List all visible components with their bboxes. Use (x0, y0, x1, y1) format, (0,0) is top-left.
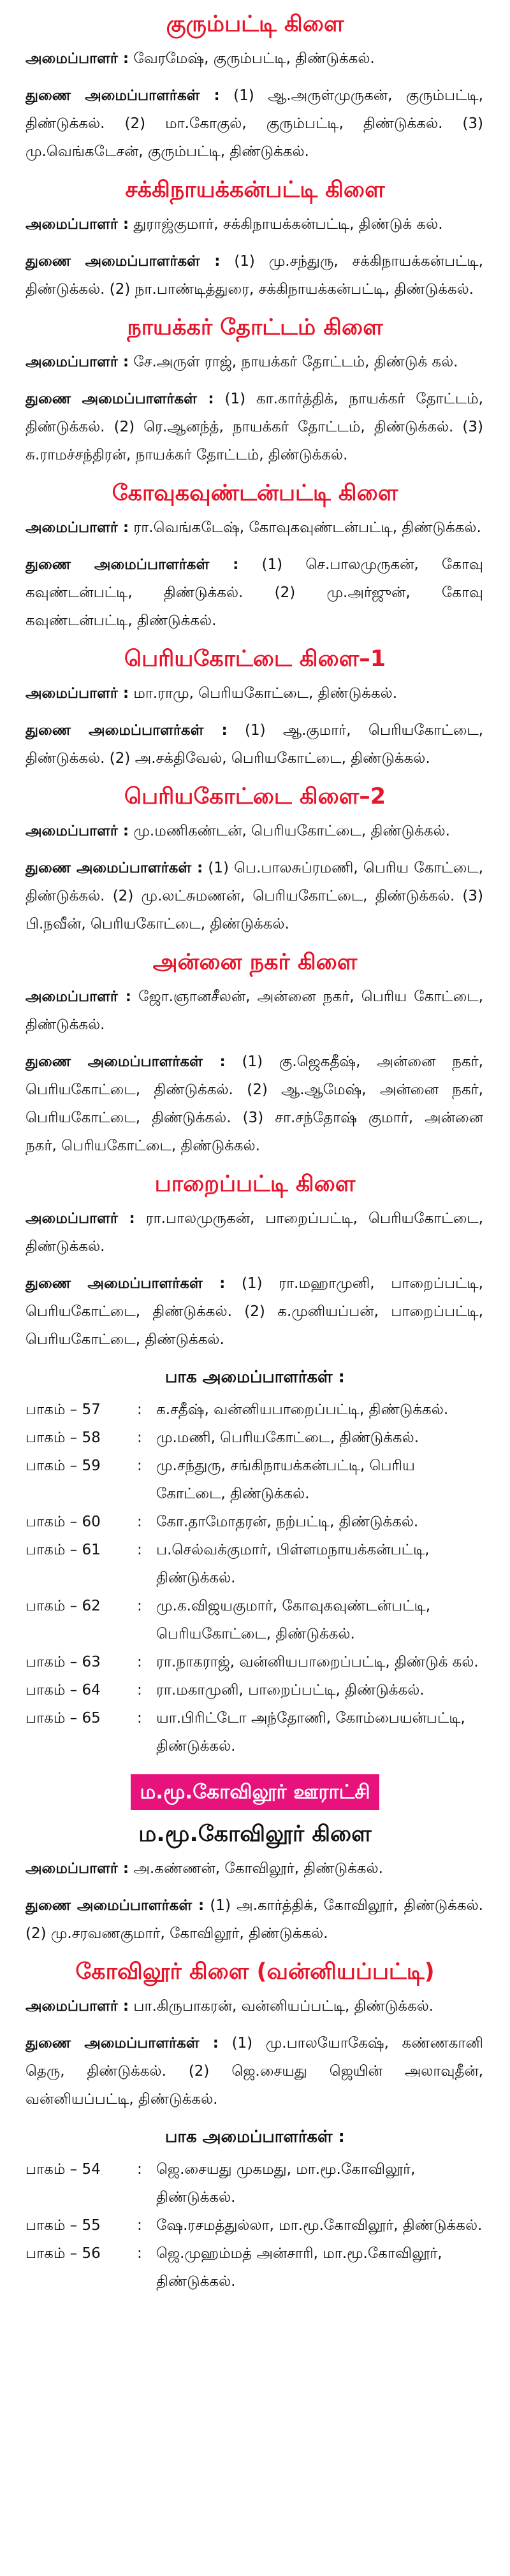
branch-sections-group-2 (0, 1819, 510, 2113)
branch-title: சக்கிநாயக்கன்பட்டி கிளை (125, 177, 385, 203)
branch-section-2 (0, 1957, 510, 2113)
organizer-text: அ.கண்ணன், கோவிலூர், திண்டுக்கல். (129, 1860, 383, 1877)
booth-organizer-text: ரா.நாகராஜ், வன்னியபாறைப்பட்டி, திண்டுக் கல். (156, 1654, 479, 1670)
booth-organizer-text: ஜெ.சையது முகமது, மா.மூ.கோவிலூர், திண்டுக்கல். (156, 2161, 416, 2206)
branch-title: ம.மூ.கோவிலூர் கிளை (138, 1821, 372, 1847)
booth-organizer-text: கோ.தாமோதரன், நற்பட்டி, திண்டுக்கல். (156, 1514, 419, 1530)
banner-wrap (0, 1774, 510, 1810)
booth-row (0, 1648, 510, 1676)
deputy-organizers-label: துணை அமைப்பாளர்கள் : (26, 860, 203, 876)
deputy-organizers-paragraph (0, 2029, 510, 2113)
deputy-organizers-paragraph (0, 1270, 510, 1354)
branch-title: பெரியகோட்டை கிளை–1 (124, 646, 386, 672)
booth-number: பாகம் – 58 (26, 1429, 101, 1446)
booth-number: பாகம் – 62 (26, 1598, 101, 1614)
organizer-paragraph (0, 514, 510, 542)
booth-number: பாகம் – 55 (26, 2217, 101, 2234)
panchayat-banner: ம.மூ.கோவிலூர் ஊராட்சி (131, 1774, 379, 1810)
deputy-organizers-paragraph (0, 551, 510, 635)
branch-section-4 (0, 478, 510, 635)
booth-organizers-heading-2: பாக அமைப்பாளர்கள் : (165, 2127, 345, 2146)
booth-separator: : (137, 1429, 142, 1446)
deputy-organizers-text: (1) கா.கார்த்திக், நாயக்கர் தோட்டம், திண்டுக்கல். (2) ரெ.ஆனந்த், நாயக்கர் தோட்டம், திண்டுக்கல். (3) சு.ராமச்சந்திரன், நாயக்கர் தோட்டம், திண்டுக்கல். (26, 391, 483, 463)
booth-separator: : (137, 2245, 142, 2262)
organizer-text: மு.மணிகண்டன், பெரியகோட்டை, திண்டுக்கல். (129, 823, 450, 839)
branch-section-2 (0, 175, 510, 303)
deputy-organizers-paragraph (0, 1048, 510, 1160)
organizer-text: சே.அருள் ராஜ், நாயக்கர் தோட்டம், திண்டுக் கல். (129, 354, 458, 370)
organizer-text: ஜோ.ஞானசீலன், அன்னை நகர், பெரிய கோட்டை, திண்டுக்கல். (26, 988, 483, 1033)
booth-row (0, 1676, 510, 1704)
organizer-label: அமைப்பாளர் : (26, 823, 129, 839)
organizer-label: அமைப்பாளர் : (26, 216, 129, 233)
deputy-organizers-label: துணை அமைப்பாளர்கள் : (26, 722, 228, 739)
deputy-organizers-text: (1) ஆ.அருள்முருகன், குரும்பட்டி, திண்டுக்கல். (2) மா.கோகுல், குரும்பட்டி, திண்டுக்கல். (3) மு.வெங்கடேசன், குரும்பட்டி, திண்டுக்கல். (26, 87, 483, 160)
branch-title: பெரியகோட்டை கிளை–2 (124, 784, 386, 809)
branch-section-6 (0, 781, 510, 938)
branch-sections-group-1 (0, 9, 510, 1354)
organizer-label: அமைப்பாளர் : (26, 50, 129, 67)
booth-number: பாகம் – 54 (26, 2161, 101, 2178)
booth-separator: : (137, 1458, 142, 1474)
booth-organizer-text: ஷே.ரசமத்துல்லா, மா.மூ.கோவிலூர், திண்டுக்கல். (156, 2217, 483, 2234)
deputy-organizers-label: துணை அமைப்பாளர்கள் : (26, 87, 220, 104)
booth-row (0, 1396, 510, 1424)
branch-section-1 (0, 1819, 510, 1948)
deputy-organizers-paragraph (0, 247, 510, 303)
booth-organizer-text: யா.பிரிட்டோ அந்தோணி, கோம்பையன்பட்டி, திண்டுக்கல். (156, 1710, 465, 1755)
organizer-text: ரா.பாலமுருகன், பாறைப்பட்டி, பெரியகோட்டை, திண்டுக்கல். (26, 1210, 483, 1255)
organizer-paragraph (0, 817, 510, 845)
branch-section-1 (0, 9, 510, 166)
booth-row (0, 1508, 510, 1536)
deputy-organizers-text: (1) ரா.மஹாமுனி, பாறைப்பட்டி, பெரியகோட்டை, திண்டுக்கல். (2) க.முனியப்பன், பாறைப்பட்டி, பெரியகோட்டை, திண்டுக்கல். (26, 1275, 483, 1348)
branch-title: கோவுகவுண்டன்பட்டி கிளை (112, 481, 398, 506)
deputy-organizers-text: (1) அ.கார்த்திக், கோவிலூர், திண்டுக்கல். (2) மு.சரவணகுமார், கோவிலூர், திண்டுக்கல். (26, 1897, 483, 1942)
organizer-text: துராஜ்குமார், சக்கிநாயக்கன்பட்டி, திண்டுக் கல். (129, 216, 443, 233)
organizer-paragraph (0, 983, 510, 1039)
booth-organizer-text: மு.மணி, பெரியகோட்டை, திண்டுக்கல். (156, 1429, 419, 1446)
deputy-organizers-label: துணை அமைப்பாளர்கள் : (26, 1053, 226, 1070)
organizer-label: அமைப்பாளர் : (26, 1210, 135, 1227)
branch-title: கோவிலூர் கிளை (வன்னியப்பட்டி) (75, 1959, 435, 1985)
booth-organizers-list-2 (0, 2155, 510, 2296)
organizer-text: ரா.வெங்கடேஷ், கோவுகவுண்டன்பட்டி, திண்டுக்கல். (129, 519, 481, 536)
booth-separator: : (137, 1514, 142, 1530)
booth-organizers-list (0, 1396, 510, 1760)
booth-separator: : (137, 1710, 142, 1726)
booth-row (0, 1452, 510, 1508)
organizer-label: அமைப்பாளர் : (26, 519, 129, 536)
booth-separator: : (137, 1598, 142, 1614)
deputy-organizers-paragraph (0, 82, 510, 166)
deputy-organizers-text: (1) ஆ.குமார், பெரியகோட்டை, திண்டுக்கல். (2) அ.சக்திவேல், பெரியகோட்டை, திண்டுக்கல். (26, 722, 483, 767)
deputy-organizers-text: (1) கு.ஜெகதீஷ், அன்னை நகர், பெரியகோட்டை, திண்டுக்கல். (2) ஆ.ஆமேஷ், அன்னை நகர், பெரியகோட்டை, திண்டுக்கல். (3) சா.சந்தோஷ் குமார், அன்னை நகர், பெரியகோட்டை, திண்டுக்கல். (26, 1053, 483, 1154)
booth-number: பாகம் – 60 (26, 1514, 101, 1530)
branch-title: அன்னை நகர் கிளை (152, 950, 358, 975)
booth-row (0, 2240, 510, 2296)
branch-title: நாயக்கர் தோட்டம் கிளை (127, 315, 383, 340)
deputy-organizers-paragraph (0, 854, 510, 938)
branch-section-5 (0, 644, 510, 772)
deputy-organizers-label: துணை அமைப்பாளர்கள் : (26, 556, 239, 573)
booth-separator: : (137, 1682, 142, 1698)
deputy-organizers-label: துணை அமைப்பாளர்கள் : (26, 253, 221, 270)
organizer-paragraph (0, 45, 510, 73)
deputy-organizers-paragraph (0, 385, 510, 469)
branch-title: பாறைப்பட்டி கிளை (154, 1171, 356, 1197)
branch-section-3 (0, 312, 510, 469)
organizer-label: அமைப்பாளர் : (26, 354, 129, 370)
booth-row (0, 2211, 510, 2240)
deputy-organizers-text: (1) மு.சந்துரு, சக்கிநாயக்கன்பட்டி, திண்டுக்கல். (2) நா.பாண்டித்துரை, சக்கிநாயக்கன்பட்டி, திண்டுக்கல். (26, 253, 483, 298)
deputy-organizers-label: துணை அமைப்பாளர்கள் : (26, 1275, 226, 1292)
booth-organizer-text: ப.செல்வக்குமார், பிள்ளமநாயக்கன்பட்டி, திண்டுக்கல். (156, 1542, 430, 1586)
booth-organizers-heading: பாக அமைப்பாளர்கள் : (165, 1368, 345, 1387)
branch-section-7 (0, 947, 510, 1160)
organizer-text: வேரமேஷ், குரும்பட்டி, திண்டுக்கல். (129, 50, 375, 67)
organizer-paragraph (0, 348, 510, 376)
booth-row (0, 1536, 510, 1592)
booth-organizer-text: ஜெ.முஹம்மத் அன்சாரி, மா.மூ.கோவிலூர், திண்டுக்கல். (156, 2245, 442, 2290)
booth-number: பாகம் – 57 (26, 1401, 101, 1418)
organizer-paragraph (0, 1205, 510, 1261)
booth-row (0, 2155, 510, 2211)
booth-organizer-text: மு.சந்துரு, சங்கிநாயக்கன்பட்டி, பெரிய கோட்டை, திண்டுக்கல். (156, 1458, 415, 1502)
organizer-paragraph (0, 1992, 510, 2020)
organizer-label: அமைப்பாளர் : (26, 685, 129, 702)
organizer-label: அமைப்பாளர் : (26, 1860, 129, 1877)
deputy-organizers-paragraph (0, 716, 510, 772)
deputy-organizers-text: (1) பெ.பாலசுப்ரமணி, பெரிய கோட்டை, திண்டுக்கல். (2) மு.லட்சுமணன், பெரியகோட்டை, திண்டுக்கல். (3) பி.நவீன், பெரியகோட்டை, திண்டுக்கல். (26, 860, 483, 932)
organizer-paragraph (0, 210, 510, 238)
booth-organizer-text: மு.க.விஜயகுமார், கோவுகவுண்டன்பட்டி, பெரியகோட்டை, திண்டுக்கல். (156, 1598, 431, 1642)
organizer-text: பா.கிருபாகரன், வன்னியப்பட்டி, திண்டுக்கல். (129, 1998, 434, 2015)
booth-number: பாகம் – 65 (26, 1710, 101, 1726)
booth-separator: : (137, 1654, 142, 1670)
booth-organizer-text: க.சதீஷ், வன்னியபாறைப்பட்டி, திண்டுக்கல். (156, 1401, 449, 1418)
deputy-organizers-label: துணை அமைப்பாளர்கள் : (26, 391, 214, 407)
branch-title: குரும்பட்டி கிளை (166, 11, 344, 37)
booth-row (0, 1424, 510, 1452)
booth-organizer-text: ரா.மகாமுனி, பாறைப்பட்டி, திண்டுக்கல். (156, 1682, 425, 1698)
booth-separator: : (137, 2161, 142, 2178)
booth-number: பாகம் – 64 (26, 1682, 101, 1698)
deputy-organizers-label: துணை அமைப்பாளர்கள் : (26, 1897, 205, 1914)
organizer-paragraph (0, 1855, 510, 1883)
booth-separator: : (137, 1542, 142, 1558)
deputy-organizers-text: (1) மு.பாலயோகேஷ், கண்ணகானி தெரு, திண்டுக்கல். (2) ஜெ.சையது ஜெயின் அலாவுதீன், வன்னியப்பட்டி, திண்டுக்கல். (26, 2035, 483, 2108)
deputy-organizers-paragraph (0, 1892, 510, 1948)
deputy-organizers-text: (1) செ.பாலமுருகன், கோவு கவுண்டன்பட்டி, திண்டுக்கல். (2) மு.அர்ஜுன், கோவு கவுண்டன்பட்டி, திண்டுக்கல். (26, 556, 483, 629)
organizer-paragraph (0, 679, 510, 707)
booth-separator: : (137, 2217, 142, 2234)
booth-row (0, 1704, 510, 1760)
booth-number: பாகம் – 61 (26, 1542, 101, 1558)
booth-number: பாகம் – 59 (26, 1458, 101, 1474)
booth-number: பாகம் – 56 (26, 2245, 101, 2262)
booth-row (0, 1592, 510, 1648)
deputy-organizers-label: துணை அமைப்பாளர்கள் : (26, 2035, 219, 2051)
branch-section-8 (0, 1169, 510, 1354)
organizer-label: அமைப்பாளர் : (26, 988, 131, 1005)
booth-number: பாகம் – 63 (26, 1654, 101, 1670)
organizer-label: அமைப்பாளர் : (26, 1998, 129, 2015)
organizer-text: மா.ராமு, பெரியகோட்டை, திண்டுக்கல். (129, 685, 398, 702)
booth-separator: : (137, 1401, 142, 1418)
